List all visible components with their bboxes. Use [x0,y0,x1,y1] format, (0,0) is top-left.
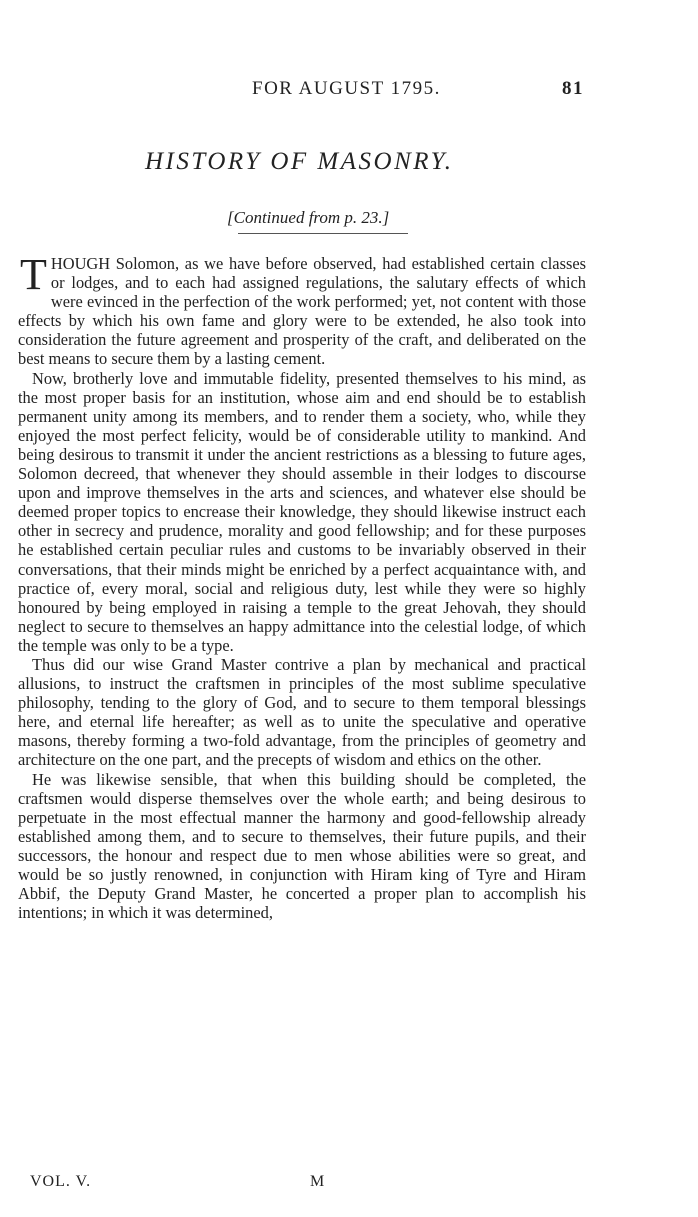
paragraph-1 [18,250,586,369]
title-divider [238,233,408,234]
continued-note: [Continued from p. 23.] [227,208,390,227]
paragraph-3: Thus did our wise Grand Master contrive a plan by mechanical and practical allusions, to instruct the craftsmen in principles of the most sublime speculative philosophy, tending to the glory of God, and to secure to them temporal blessings here, and eternal life hereafter; as well as to unite the speculative and operative masons, thereby forming a two-fold advantage, from the principles of geometry and architecture on the one part, and the precepts of wisdom and ethics on the other. [18,654,586,770]
volume-signature: VOL. V. [30,1173,92,1190]
article-body [18,250,586,923]
page-number: 81 [562,78,584,99]
running-title: FOR AUGUST 1795. [252,78,441,99]
article-title: HISTORY OF MASONRY. [145,148,454,175]
signature-letter: M [310,1173,325,1190]
paragraph-4: He was likewise sensible, that when this building should be completed, the craftsmen would disperse themselves over the whole earth; and being desirous to perpetuate in the most effectual manner the harmony and good-fellowship already established among them, and to secure to themselves, their future pupils, and their successors, the honour and respect due to men whose abilities were so great, and would be so justly renowned, in conjunction with Hiram king of Tyre and Hiram Abbif, the Deputy Grand Master, he concerted a proper plan to accomplish his intentions; in which it was determined, [18,769,586,923]
running-head [0,78,698,108]
page-footer [0,1173,698,1195]
drop-cap: T [20,250,47,299]
paragraph-2: Now, brotherly love and immutable fidelity, presented themselves to his mind, as the most proper basis for an institution, whose aim and end should be to establish permanent unity among its members, and to render them a society, who, while they enjoyed the most perfect felicity, would be of considerable utility to mankind. And being desirous to transmit it under the ancient restrictions as a blessing to future ages, Solomon decreed, that whenever they should assemble in their lodges to discourse upon and improve themselves in the arts and sciences, and whatever else should be deemed proper topics to encrease their knowledge, they should likewise instruct each other in secrecy and prudence, morality and good fellowship; and for these purposes he established certain peculiar rules and customs to be invariably observed in their conversations, that their minds might be enriched by a perfect acquaintance with, and practice of, every moral, social and religious duty, lest while they were so highly honoured by being employed in raising a temple to the great Jehovah, they should neglect to secure to themselves an happy admittance into the celestial lodge, of which the temple was only to be a type. [18,368,586,655]
paragraph-1-text: HOUGH Solomon, as we have before observed, had established certain classes or lodges, and to each had assigned regulations, the salutary effects of which were evinced in the perfection of the work performed; yet, not content with those effects by which his own fame and glory were to be extended, he also took into consideration the future agreement and prosperity of the craft, and deliberated on the best means to secure them by a lasting cement. [18,254,586,369]
